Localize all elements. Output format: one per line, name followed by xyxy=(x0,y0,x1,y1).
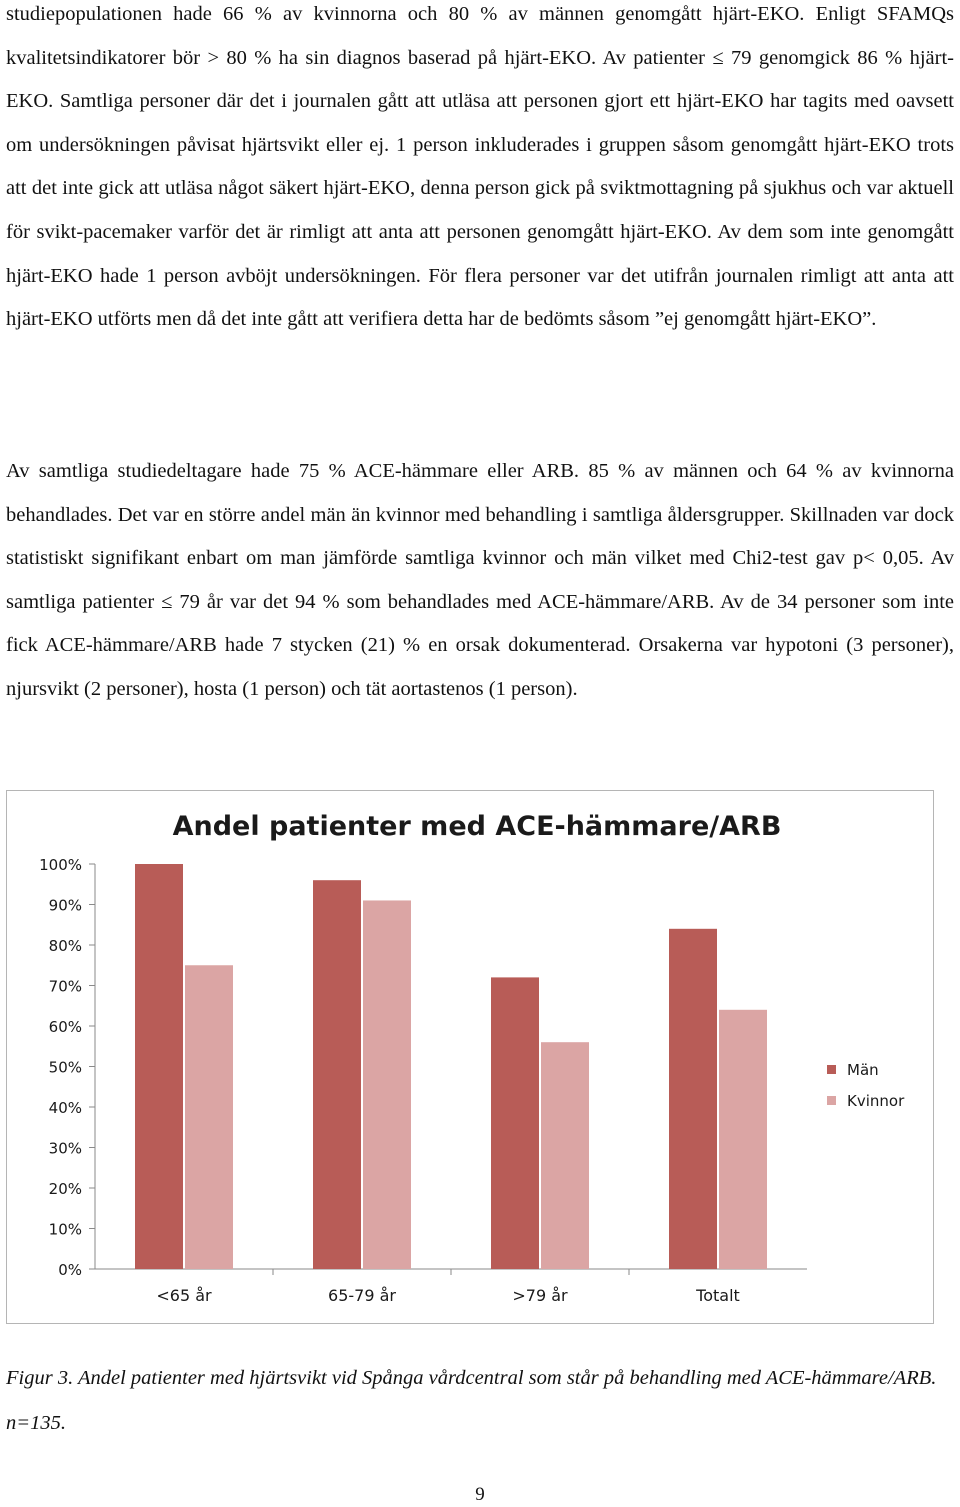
body-paragraph-2: Av samtliga studiedeltagare hade 75 % ACE-hämmare eller ARB. 85 % av männen och 64 % av kvinnorna behandlades. Det var en större andel män än kvinnor med behandling i samtliga åldersgrupper. Skillnaden var dock statistiskt signifikant enbart om man jämförde samtliga kvinnor och män vilket med Chi2-test gav p< 0,05. Av samtliga patienter ≤ 79 år var det 94 % som behandlades med ACE-hämmare/ARB. Av de 34 personer som inte fick ACE-hämmare/ARB hade 7 stycken (21) % en orsak dokumenterad. Orsakerna var hypotoni (3 personer), njursvikt (2 personer), hosta (1 person) och tät aortastenos (1 person). xyxy=(6,460,954,700)
chart-title: Andel patienter med ACE-hämmare/ARB xyxy=(172,811,782,842)
bar-man xyxy=(313,880,361,1269)
body-paragraph-1: studiepopulationen hade 66 % av kvinnorna och 80 % av männen genomgått hjärt-EKO. Enligt SFAMQs kvalitetsindikatorer bör > 80 % ha sin diagnos baserad på hjärt-EKO. Av patienter ≤ 79 genomgick 86 % hjärt-EKO. Samtliga personer där det i journalen gått att utläsa att personen gjort ett hjärt-EKO har tagits med oavsett om undersökningen påvisat hjärtsvikt eller ej. 1 person inkluderades i gruppen såsom genomgått hjärt-EKO trots att det inte gick att utläsa något säkert hjärt-EKO, denna person gick på sviktmottagning på sjukhus och var aktuell för svikt-pacemaker varför det är rimligt att anta att personen genomgått hjärt-EKO. Av dem som inte genomgått hjärt-EKO hade 1 person avböjt undersökningen. För flera personer var det utifrån journalen rimligt att anta att hjärt-EKO utförts men då det inte gått att verifiera detta har de bedömts såsom ”ej genomgått hjärt-EKO”. xyxy=(6,3,954,331)
y-tick-label: 100% xyxy=(39,856,82,874)
y-tick-label: 50% xyxy=(48,1058,82,1077)
y-tick-label: 10% xyxy=(48,1220,82,1239)
bar-kvinnor xyxy=(185,965,233,1269)
bar-chart xyxy=(7,791,935,1325)
x-tick-label: <65 år xyxy=(156,1286,212,1305)
bar-man xyxy=(491,977,539,1269)
figure-caption: Figur 3. Andel patienter med hjärtsvikt vid Spånga vårdcentral som står på behandling med ACE-hämmare/ARB. n=135. xyxy=(6,1367,937,1434)
x-tick-label: 65-79 år xyxy=(328,1286,396,1305)
legend-label: Män xyxy=(847,1061,879,1079)
y-tick-label: 0% xyxy=(58,1261,82,1279)
bar-kvinnor xyxy=(363,900,411,1269)
legend-swatch xyxy=(827,1096,836,1105)
y-tick-label: 20% xyxy=(48,1180,82,1198)
y-tick-label: 40% xyxy=(48,1099,82,1117)
legend-swatch xyxy=(827,1065,836,1074)
y-tick-label: 80% xyxy=(48,937,82,955)
bar-kvinnor xyxy=(541,1042,589,1269)
y-tick-label: 30% xyxy=(48,1139,82,1158)
bar-man xyxy=(135,864,183,1269)
bar-kvinnor xyxy=(719,1010,767,1269)
chart-figure xyxy=(6,790,934,1324)
y-tick-label: 60% xyxy=(48,1018,82,1036)
y-tick-label: 90% xyxy=(48,896,82,915)
page-number: 9 xyxy=(475,1484,485,1505)
legend-label: Kvinnor xyxy=(847,1092,905,1110)
x-tick-label: Totalt xyxy=(696,1286,740,1305)
bar-man xyxy=(669,929,717,1269)
x-tick-label: >79 år xyxy=(512,1286,568,1305)
y-tick-label: 70% xyxy=(48,977,82,996)
